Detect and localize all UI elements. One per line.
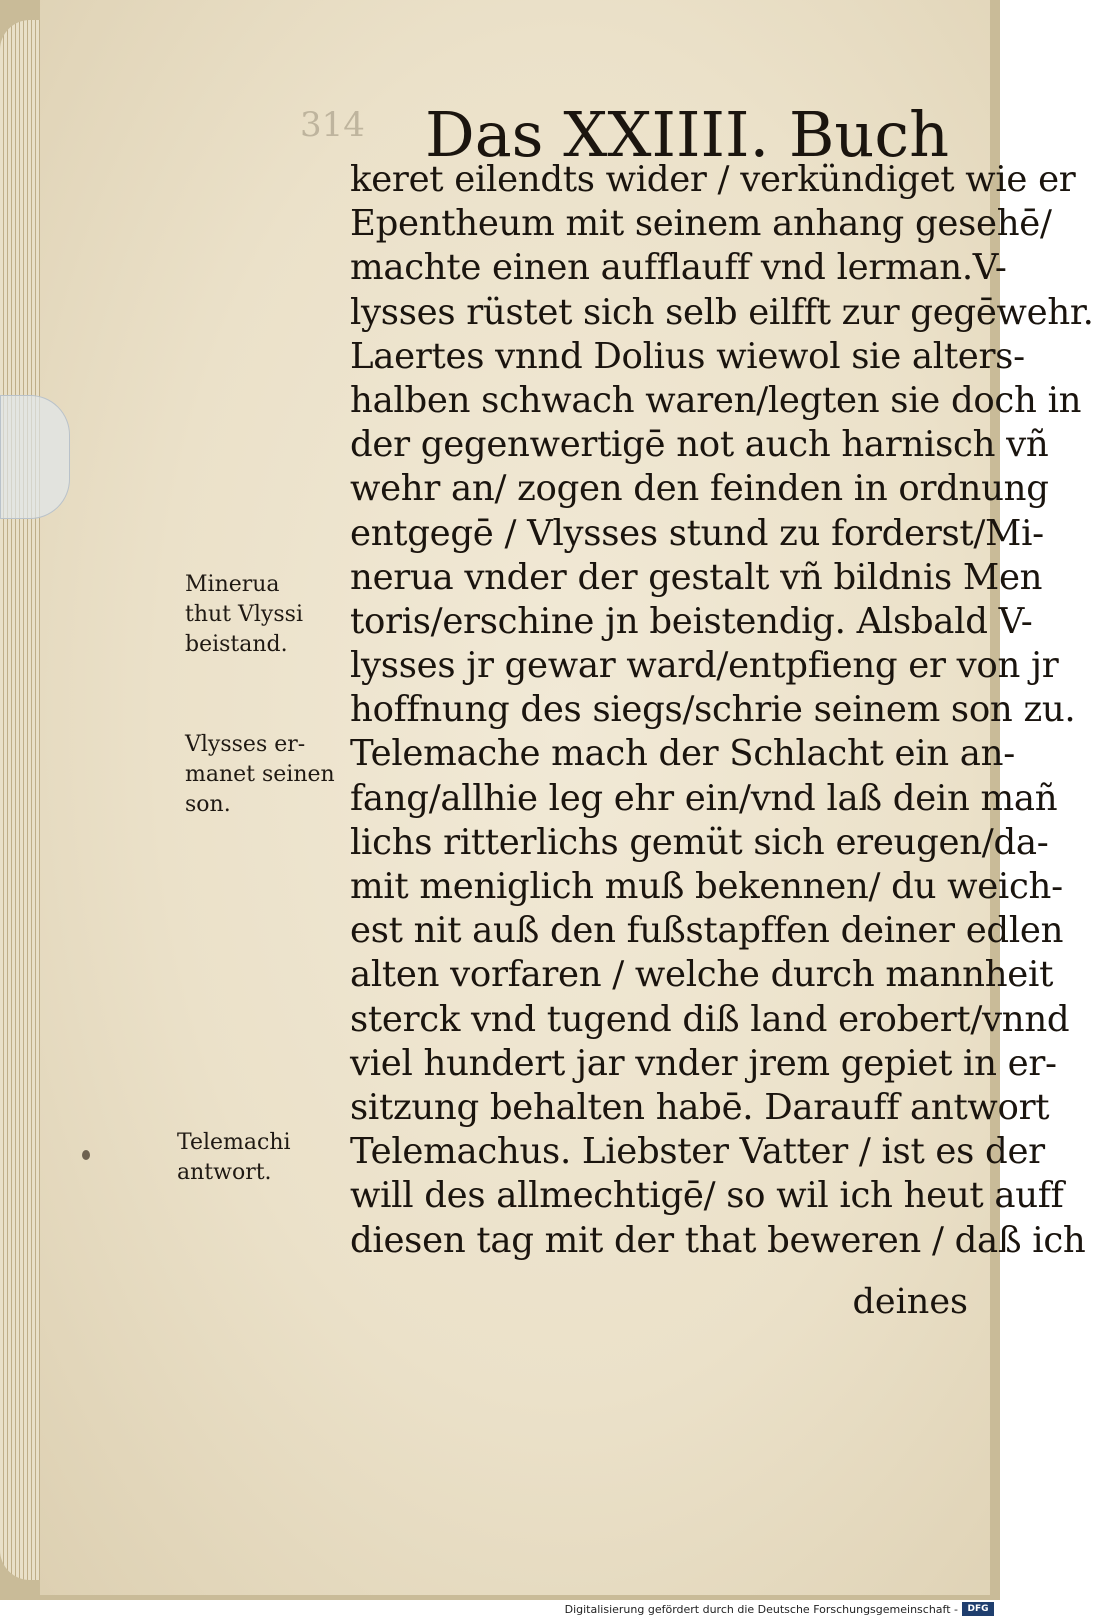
margin-note-line: Minerua [185, 572, 280, 597]
text-line: halben schwach waren/legten sie doch in [350, 379, 1082, 421]
text-line: Epentheum mit seinem anhang gesehē/ [350, 203, 1052, 245]
text-line: lysses jr gewar ward/entpfieng er von jr [350, 645, 1059, 687]
text-line: alten vorfaren / welche durch mannheit [350, 954, 1054, 996]
margin-note-line: son. [185, 792, 231, 817]
text-line: mit meniglich muß bekennen/ du weich- [350, 866, 1063, 907]
text-line: lysses rüstet sich selb eilfft zur gegēwehr. [350, 291, 1094, 333]
footer-bar [0, 1600, 1000, 1619]
dfg-logo: DFG [962, 1602, 994, 1616]
text-line: wehr an/ zogen den feinden in ordnung [350, 468, 1049, 510]
margin-note-line: thut Vlyssi [185, 602, 303, 627]
margin-note-line: antwort. [177, 1160, 272, 1185]
margin-note-telemachus [177, 1128, 347, 1188]
text-line: diesen tag mit der that beweren / daß ich [350, 1219, 1086, 1261]
running-head: Das XXIIII. Buch [425, 98, 950, 171]
text-line: will des allmechtigē/ so wil ich heut auff [350, 1175, 1064, 1217]
margin-note-line: beistand. [185, 632, 288, 657]
text-line: Laertes vnnd Dolius wiewol sie alters- [350, 335, 1025, 377]
text-line: Telemache mach der Schlacht ein an- [350, 733, 1015, 775]
footer-credit: Digitalisierung gefördert durch die Deutsche Forschungsgemeinschaft - [564, 1603, 958, 1616]
text-line: toris/erschine jn beistendig. Alsbald V- [350, 600, 1033, 642]
ink-spot [82, 1150, 90, 1160]
text-line: keret eilendts wider / verkündiget wie er [350, 159, 1076, 200]
text-line: sterck vnd tugend diß land erobert/vnnd [350, 998, 1070, 1040]
text-line: hoffnung des siegs/schrie seinem son zu. [350, 689, 1076, 731]
main-text [350, 158, 1094, 1263]
text-line: der gegenwertigē not auch harnisch vñ [350, 424, 1049, 466]
page [40, 0, 1094, 1595]
margin-note-line: Telemachi [177, 1130, 291, 1155]
text-line: nerua vnder der gestalt vñ bildnis Men [350, 556, 1043, 598]
text-line: lichs ritterlichs gemüt sich ereugen/da- [350, 821, 1049, 863]
margin-note-line: manet seinen [185, 762, 335, 787]
margin-note-minerva [185, 570, 355, 660]
text-line: machte einen aufflauff vnd lerman.V- [350, 247, 1007, 289]
text-line: est nit auß den fußstapffen deiner edlen [350, 910, 1064, 952]
margin-note-line: Vlysses er- [185, 732, 306, 757]
text-line: fang/allhie leg ehr ein/vnd laß dein mañ [350, 777, 1058, 819]
text-line: Telemachus. Liebster Vatter / ist es der [350, 1131, 1045, 1173]
text-line: sitzung behalten habē. Darauff antwort [350, 1086, 1050, 1128]
text-line: viel hundert jar vnder jrem gepiet in er- [350, 1042, 1057, 1084]
catchword: deines [852, 1282, 968, 1322]
page-number: 314 [300, 105, 365, 145]
margin-note-ulysses [185, 730, 355, 820]
text-line: entgegē / Vlysses stund zu forderst/Mi- [350, 512, 1044, 554]
page-clip [0, 395, 70, 519]
